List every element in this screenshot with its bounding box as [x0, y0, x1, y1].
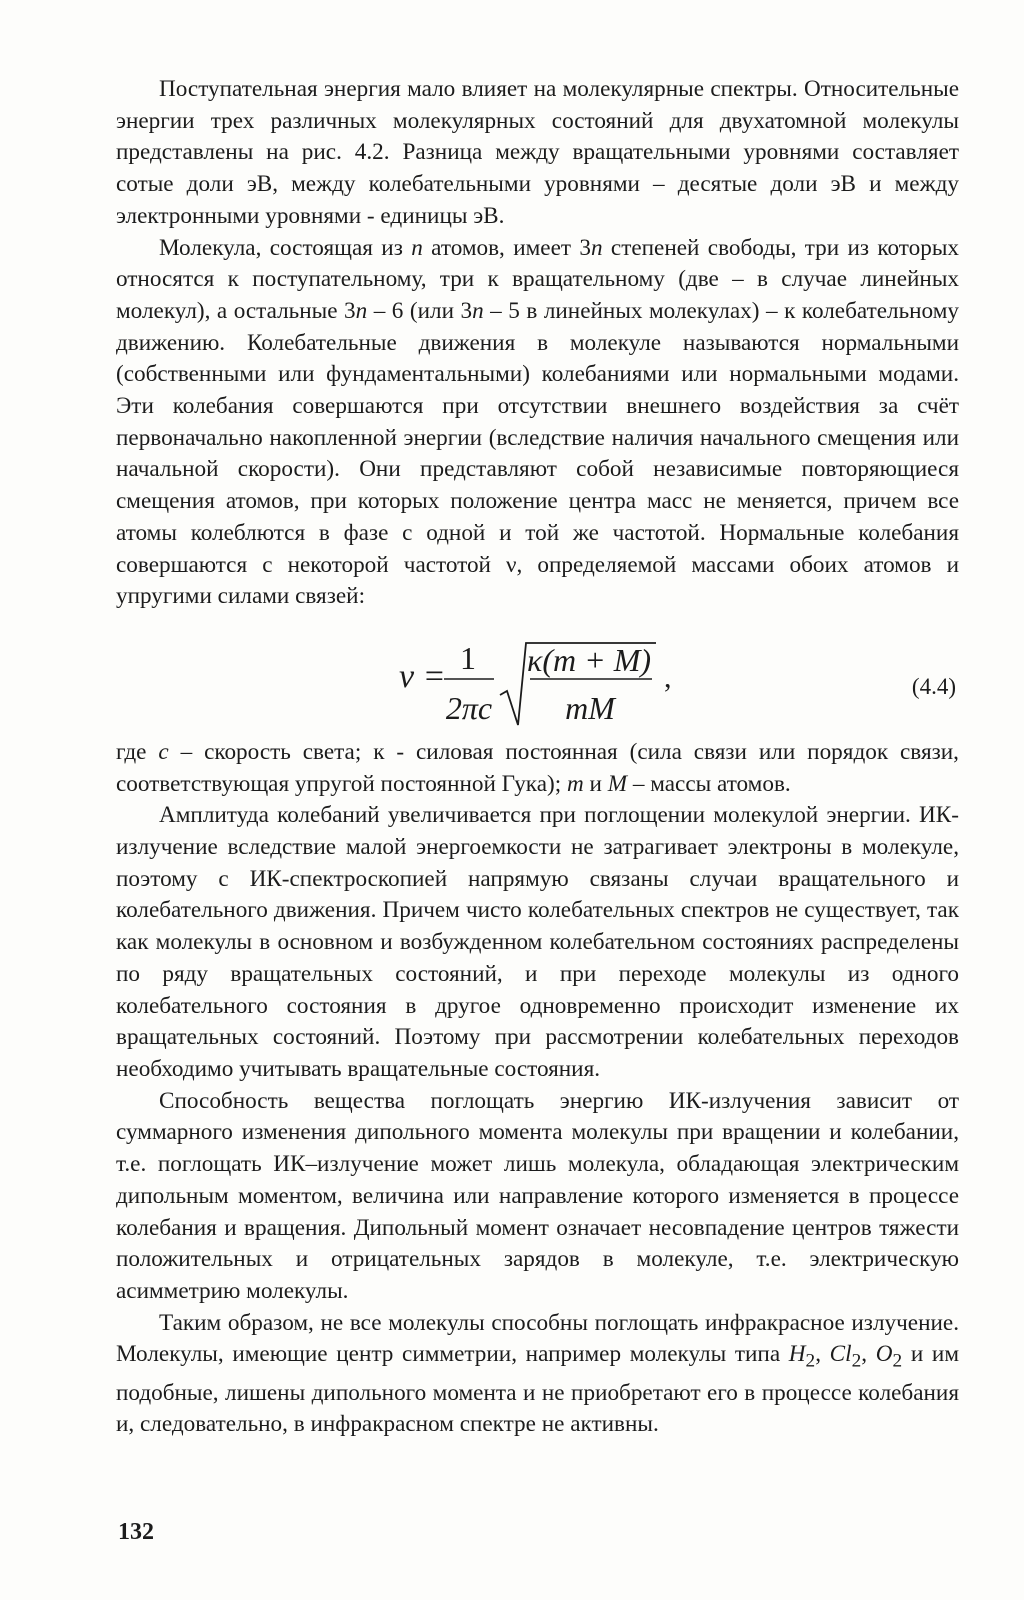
paragraph-3: где c – скорость света; к - силовая постоянная (сила связи или порядок связи, соответствующая упругой постоянной Гука); m и M – массы атомов. — [116, 738, 959, 797]
paragraph-2: Молекула, состоящая из n атомов, имеет 3n степеней свободы, три из которых относятся к поступательному, три к вращательному (две – в случае линейных молекул), а остальные 3n – 6 (или 3n – 5 в линейных молекулах) – к колебательному движению. Колебательные движения в молекуле называются нормальными (собственными или фундаментальными) колебаниями или нормальными модами. Эти колебания совершаются при отсутствии внешнего воздействия за счёт первоначально накопленной энергии (вследствие наличия начального смещения или начальной скорости). Они представляют собой независимые повторяющиеся смещения атомов, при которых положение центра масс не меняется, причем все атомы колеблются в фазе с одной и той же частотой. Нормальные колебания совершаются с некоторой частотой ν, определяемой массами обоих атомов и упругими силами связей: — [116, 234, 959, 610]
page-number: 132 — [118, 1519, 154, 1545]
paragraph-1: Поступательная энергия мало влияет на молекулярные спектры. Относительные энергии трех различных молекулярных состояний для двухатомной молекулы представлены на рис. 4.2. Разница между вращательными уровнями составляет сотые доли эВ, между колебательными уровнями – десятые доли эВ и между электронными уровнями - единицы эВ. — [116, 76, 959, 229]
formula-numerator: 1 — [460, 639, 476, 676]
radicand-denominator: mM — [565, 689, 615, 726]
page-body — [116, 74, 959, 1441]
paragraph-4: Амплитуда колебаний увеличивается при поглощении молекулой энергии. ИК-излучение вследствие малой энергоемкости не затрагивает электроны в молекуле, поэтому с ИК-спектроскопией напрямую связаны случаи вращательного и колебательного движения. Причем чисто колебательных спектров не существует, так как молекулы в основном и возбужденном колебательном состояниях распределены по ряду вращательных состояний, и при переходе молекулы из одного колебательного состояния в другое одновременно происходит изменение их вращательных состояний. Поэтому при рассмотрении колебательных переходов необходимо учитывать вращательные состояния. — [116, 802, 959, 1082]
paragraph-5: Способность вещества поглощать энергию ИК-излучения зависит от суммарного изменения дипольного момента молекулы при вращении и колебании, т.е. поглощать ИК–излучение может лишь молекула, обладающая электрическим дипольным моментом, величина или направление которого изменяется в процессе колебания и вращения. Дипольный момент означает несовпадение центров тяжести положительных и отрицательных зарядов в молекуле, т.е. электрическую асимметрию молекулы. — [116, 1087, 959, 1304]
formula-trailing-comma: , — [664, 660, 672, 694]
equation-number: (4.4) — [911, 673, 956, 699]
paragraph-6: Таким образом, не все молекулы способны поглощать инфракрасное излучение. Молекулы, имеющие центр симметрии, например молекулы типа $H_2$, $Cl_2$, $O_2$ и им подобные, лишены дипольного момента и не приобретают его в процессе колебания и, следовательно, в инфракрасном спектре не активны. — [116, 1309, 959, 1438]
radicand-numerator: κ(m + M) — [526, 641, 652, 678]
formula-denominator: 2πc — [445, 689, 493, 726]
formula-4-4 — [116, 617, 959, 733]
formula-lhs: ν = — [399, 657, 446, 695]
